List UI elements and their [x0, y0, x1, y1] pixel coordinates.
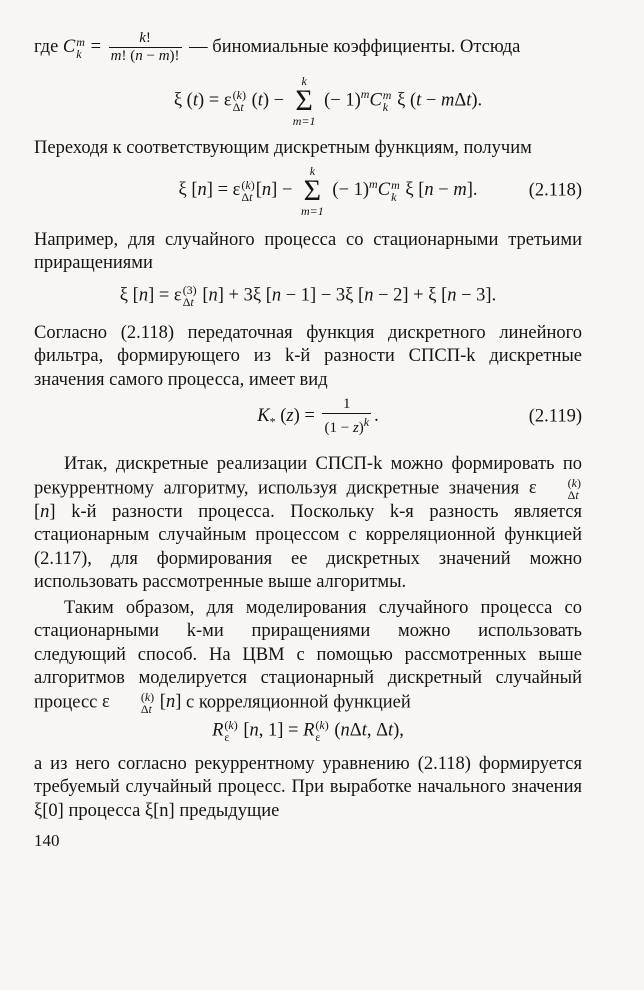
formula-transfer-function: $K_*$ (z) = $\frac{1}{(1 - z)^k}$ .	[257, 396, 379, 436]
book-page	[34, 24, 582, 851]
formula-binomial-coefficient: C m k = $\frac{k!}{m! (n - m)!}$	[62, 30, 180, 64]
text-where: где	[34, 36, 59, 57]
equation-2-119	[34, 396, 582, 437]
equation-correlation: R (k) ε [n, 1] = R (k) ε (nΔt, Δt),	[212, 717, 404, 744]
equation-third-increments: ξ [n] = ε (3) Δt [n] + 3ξ [n − 1] − 3ξ [n − 2] + ξ [n − 3].	[119, 282, 497, 309]
equation-continuous: ξ (t) = ε (k) Δt (t) − k Σ m=1 (− 1)$^m$C m k ξ (t − mΔt).	[173, 74, 483, 128]
text-recurrent-end: k-й разности процесса. Поскольку k-я разность является стационарным случайным процессом с корреляционной функцией (2.117), для формирования ее дискретных значений можно использовать рассмотренные выше алгоритмы.	[34, 501, 583, 592]
paragraph-final: а из него согласно рекуррентному уравнению (2.118) формируется требуемый случайный процесс. При выработке начального значения ξ[0] процесса ξ[n] предыдущие	[34, 753, 582, 821]
paragraph-discrete-transition: Переходя к соответствующим дискретным функциям, получим	[34, 138, 532, 158]
text-modeling-end: с корреляционной функцией	[185, 691, 411, 712]
formula-epsilon-n: ε (k) Δt [n]	[34, 475, 581, 522]
paragraph-binomial	[34, 30, 582, 65]
page-number: 140	[34, 831, 60, 850]
formula-epsilon-process: ε (k) Δt [n]	[102, 689, 182, 716]
paragraph-example: Например, для случайного процесса со стационарными третьими приращениями	[34, 229, 582, 273]
text-binomial-desc: — биномиальные коэффициенты. Отсюда	[189, 36, 521, 57]
paragraph-transfer-function: Согласно (2.118) передаточная функция дискретного линейного фильтра, формирующего из k-й разности СПСП-k дискретные значения самого процесса, имеет вид	[34, 322, 582, 390]
equation-2-118	[34, 165, 582, 217]
text-recurrent-start: Итак, дискретные реализации СПСП-k можно формировать по рекуррентному алгоритму, используя дискретные значения	[34, 454, 582, 498]
equation-number-2-119: (2.119)	[528, 406, 582, 426]
equation-number-2-118: (2.118)	[528, 180, 582, 200]
paragraph-recurrent-algorithm	[34, 453, 582, 595]
formula-discrete-recurrence: ξ [n] = ε (k) Δt [n] − k Σ m=1 (− 1)$^m$C m k ξ [n − m].	[178, 163, 478, 218]
paragraph-modeling-method	[34, 597, 582, 715]
text-modeling-start: Таким образом, для моделирования случайного процесса со стационарными k-ми приращениями можно использовать следующий способ. На ЦВМ с помощью рассмотренных выше алгоритмов моделируется стационарный дискретный случайный процесс	[34, 597, 582, 712]
